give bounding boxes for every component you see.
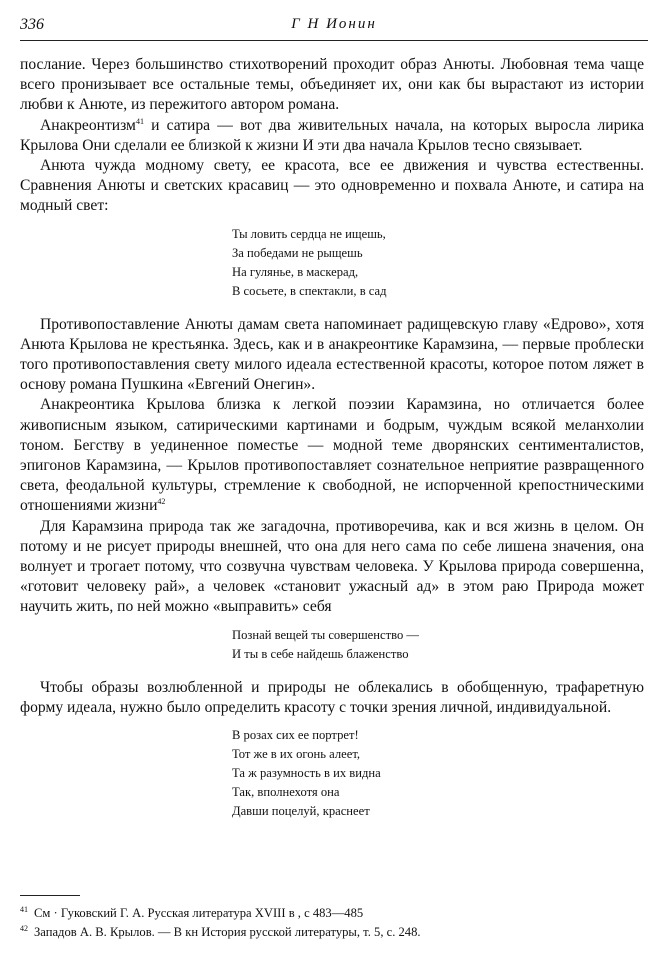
running-head: Г Н Ионин (291, 16, 377, 32)
footnote-ref: 42 (157, 497, 166, 507)
paragraph-text: Анакреонтизм (40, 116, 136, 134)
paragraph: Для Карамзина природа так же загадочна, противоречива, как и вся жизнь в целом. Он потому и не рисует природы внешней, что она для него сама по себе лишена значения, она волнует и трогает потому, что созвучна чувствам человека. У Крылова природа совершенна, «готовит человеку рай», а человек «становит ужасный ад» в этом раю Природа может научить жить, по ней можно «выправить» себя (20, 517, 644, 616)
main-text (20, 55, 644, 829)
poem-line: В сосьете, в спектакли, в сад (232, 283, 387, 298)
poem-line: Тот же в их огонь алеет, (232, 747, 361, 762)
poem-quote (232, 626, 644, 664)
paragraph-text: Анакреонтика Крылова близка к легкой поэзии Карамзина, но отличается более живописным языком, сатирическими картинами и бодрым, чуждым всякой меланхолии тоном. Бегству в уединенное поместье — модной теме дворянских сентименталистов, эпигонов Карамзина, — Крылов противопоставляет сознательное неприятие развращенного света, феодальной культуры, стремление к свободной, не испорченной крепостническими отношениями жизни (20, 396, 644, 515)
poem-line: Та ж разумность в их видна (232, 766, 381, 781)
paragraph-text: и сатира — вот два живительных начала, на которых выросла лирика Крылова Они сделали ее близкой к жизни И эти два начала Крылов тесно связывает. (20, 116, 644, 154)
poem-line: И ты в себе найдешь блаженство (232, 646, 409, 661)
poem-line: Познай вещей ты совершенство — (232, 627, 419, 642)
poem-line: За победами не рыщешь (232, 245, 363, 260)
poem-line: Так, вполнехотя она (232, 785, 340, 800)
paragraph: послание. Через большинство стихотворений проходит образ Анюты. Любовная тема чаще всего пронизывает все остальные темы, объединяет их, они как бы вырастают из истории любви к Анюте, из пережитого автором романа. (20, 56, 644, 114)
header-rule (20, 40, 648, 41)
footnotes (20, 902, 644, 940)
poem-line: Давши поцелуй, краснеет (232, 804, 370, 819)
poem-line: В розах сих ее портрет! (232, 728, 359, 743)
poem-quote (232, 225, 644, 301)
paragraph: Чтобы образы возлюбленной и природы не облекались в обобщенную, трафаретную форму идеала, нужно было определить красоту с точки зрения личной, индивидуальной. (20, 678, 644, 716)
footnote-number: 41 (20, 905, 28, 914)
paragraph (20, 116, 644, 156)
footnote-text: Западов А. В. Крылов. — В кн История русской литературы, т. 5, с. 248. (34, 925, 421, 939)
poem-quote (232, 726, 644, 821)
page-number: 336 (20, 16, 44, 33)
footnote-ref: 41 (135, 116, 144, 126)
footnote-rule (20, 895, 80, 896)
footnote-number: 42 (20, 924, 28, 933)
poem-line: На гулянье, в маскерад, (232, 264, 359, 279)
footnote-text: См · Гуковский Г. А. Русская литература XVIII в , с 483—485 (34, 906, 364, 920)
paragraph: Анюта чужда модному свету, ее красота, все ее движения и чувства естественны. Сравнения Анюты и светских красавиц — это одновременно и похвала Анюте, и сатира на модный свет: (20, 157, 644, 215)
footnote (20, 902, 644, 921)
paragraph (20, 395, 644, 516)
poem-line: Ты ловить сердца не ищешь, (232, 226, 386, 241)
footnote (20, 921, 644, 940)
paragraph: Противопоставление Анюты дамам света напоминает радищевскую главу «Едрово», хотя Анюта Крылова не крестьянка. Здесь, как и в анакреонтике Карамзина, — первые проблески того противопоставления свету милого идеала естественной красоты, которое потом ляжет в основу романа Пушкина «Евгений Онегин». (20, 315, 644, 394)
